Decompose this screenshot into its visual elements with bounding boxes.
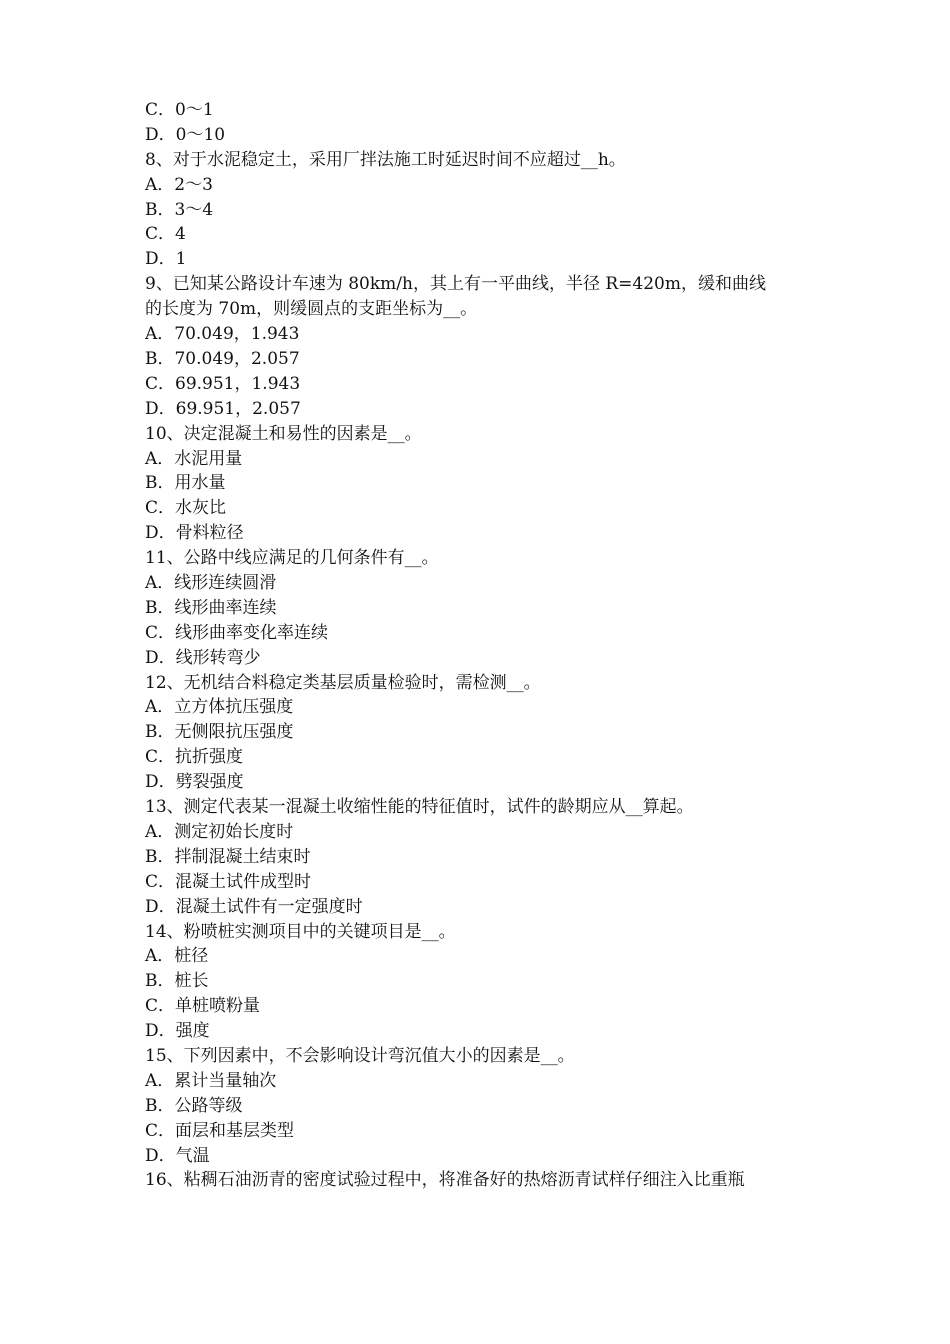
answer-option: D．强度 [145,1021,210,1042]
answer-option: C．69.951，1.943 [145,373,301,394]
answer-option: D．69.951，2.057 [145,398,301,419]
answer-option: A．桩径 [145,946,209,967]
answer-option: A．累计当量轴次 [145,1070,277,1091]
question-text: 的长度为 70m，则缓圆点的支距坐标为__。 [145,299,478,320]
question-text: 15、下列因素中，不会影响设计弯沉值大小的因素是__。 [145,1045,575,1066]
answer-option: B．线形曲率连续 [145,597,277,618]
question-text: 12、无机结合料稳定类基层质量检验时，需检测__。 [145,672,541,693]
answer-option: D．1 [145,249,187,270]
answer-option: C．线形曲率变化率连续 [145,622,329,643]
answer-option: B．3～4 [145,199,214,220]
answer-option: C．面层和基层类型 [145,1120,295,1141]
answer-option: C．抗折强度 [145,747,244,768]
answer-option: A．测定初始长度时 [145,821,294,842]
answer-option: D．气温 [145,1145,210,1166]
answer-option: A．线形连续圆滑 [145,573,277,593]
question-text: 11、公路中线应满足的几何条件有__。 [145,548,439,569]
answer-option: C．混凝土试件成型时 [145,871,312,892]
answer-option: B．拌制混凝土结束时 [145,846,311,867]
answer-option: A．立方体抗压强度 [145,697,294,718]
answer-option: D．骨料粒径 [145,523,244,544]
answer-option: C．0～1 [145,100,214,120]
question-text: 16、粘稠石油沥青的密度试验过程中，将准备好的热熔沥青试样仔细注入比重瓶 [145,1170,745,1191]
question-text: 13、测定代表某一混凝土收缩性能的特征值时，试件的龄期应从__算起。 [145,797,694,818]
answer-option: A．2～3 [145,174,213,195]
question-text: 8、对于水泥稳定土，采用厂拌法施工时延迟时间不应超过__h。 [145,149,626,170]
answer-option: B．无侧限抗压强度 [145,722,294,743]
answer-option: C．4 [145,224,186,245]
answer-option: B．桩长 [145,971,209,992]
answer-option: A．70.049，1.943 [145,324,300,345]
answer-option: B．用水量 [145,473,226,494]
answer-option: D．0～10 [145,124,226,145]
answer-option: C．单桩喷粉量 [145,996,261,1017]
question-text: 10、决定混凝土和易性的因素是__。 [145,423,422,444]
question-text: 14、粉喷桩实测项目中的关键项目是__。 [145,921,456,942]
answer-option: B．70.049，2.057 [145,348,300,369]
answer-option: C．水灰比 [145,498,227,519]
answer-option: A．水泥用量 [145,448,243,469]
question-text: 9、已知某公路设计车速为 80km/h，其上有一平曲线，半径 R=420m，缓和曲线 [145,274,766,295]
answer-option: B．公路等级 [145,1095,243,1116]
answer-option: D．混凝土试件有一定强度时 [145,896,363,917]
document-body [145,98,813,1193]
answer-option: D．劈裂强度 [145,772,244,793]
answer-option: D．线形转弯少 [145,647,261,668]
